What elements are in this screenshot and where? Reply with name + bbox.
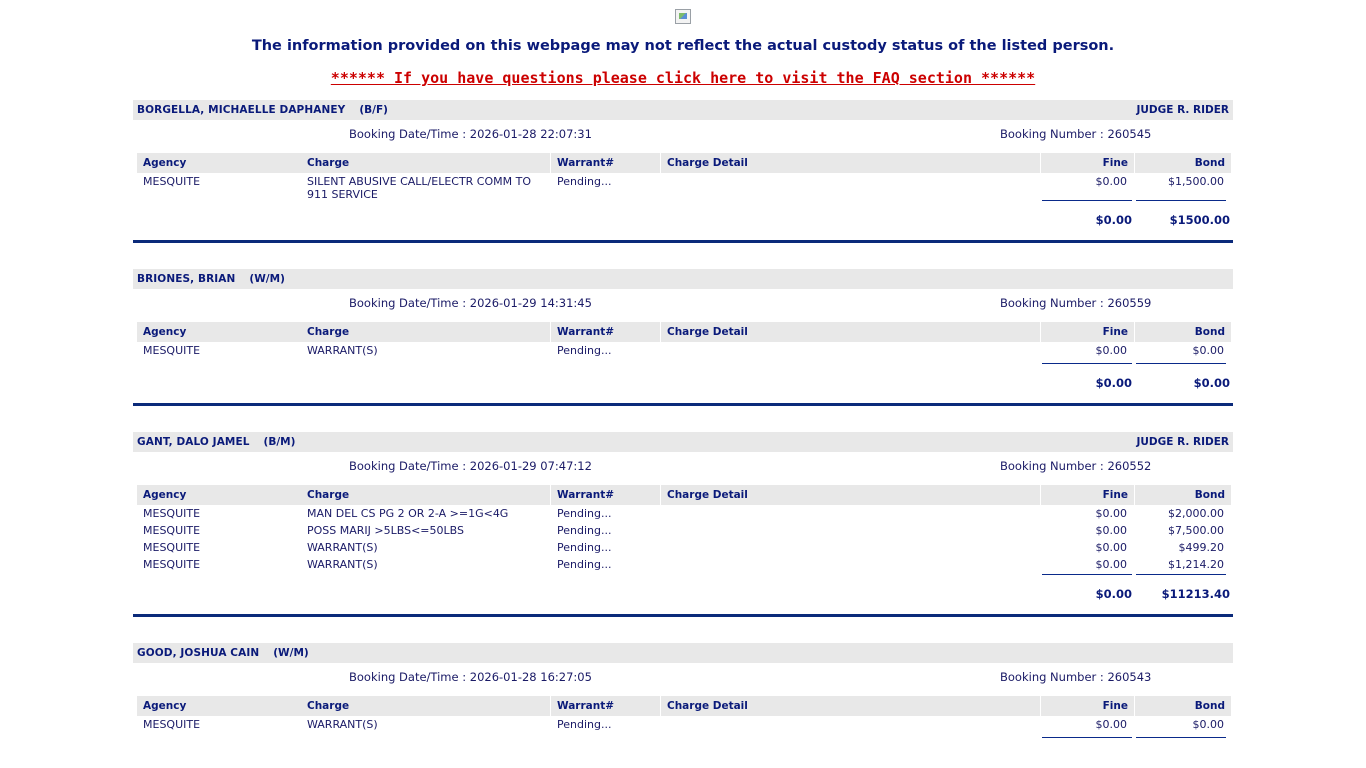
bond-header: Bond <box>1135 696 1231 716</box>
fine-cell: $0.00 <box>1095 344 1127 357</box>
record-separator <box>133 403 1233 406</box>
charge-detail-cell <box>661 173 1040 175</box>
charge-row <box>133 556 1233 573</box>
charge-detail-header: Charge Detail <box>661 696 1040 716</box>
inmate-list <box>133 100 1233 765</box>
charge-detail-cell <box>661 522 1040 524</box>
warrant-cell: Pending... <box>557 558 612 571</box>
booking-number-label: Booking Number : <box>1000 459 1104 473</box>
agency-header: Agency <box>137 485 301 505</box>
inmate-name: GOOD, JOSHUA CAIN <box>137 647 260 659</box>
charge-header: Charge <box>301 322 550 342</box>
charge-detail-header: Charge Detail <box>661 153 1040 173</box>
bond-cell: $0.00 <box>1192 344 1224 357</box>
totals-row <box>133 365 1233 395</box>
booking-datetime-label: Booking Date/Time : <box>349 127 467 141</box>
booking-info <box>133 452 1233 485</box>
agency-cell: MESQUITE <box>143 175 201 188</box>
booking-number-label: Booking Number : <box>1000 296 1104 310</box>
record-separator <box>133 240 1233 243</box>
fine-cell: $0.00 <box>1095 541 1127 554</box>
charges-header <box>133 322 1233 342</box>
fine-cell: $0.00 <box>1095 175 1127 188</box>
charge-row <box>133 539 1233 556</box>
warrant-cell: Pending... <box>557 507 612 520</box>
charge-header: Charge <box>301 696 550 716</box>
race-sex: (W/M) <box>249 273 285 285</box>
charge-detail-header: Charge Detail <box>661 485 1040 505</box>
agency-cell: MESQUITE <box>143 541 201 554</box>
bond-cell: $0.00 <box>1192 718 1224 731</box>
fine-rule <box>1042 574 1132 575</box>
booking-info <box>133 120 1233 153</box>
fine-cell: $0.00 <box>1095 718 1127 731</box>
record-separator <box>133 614 1233 617</box>
charge-row <box>133 173 1233 199</box>
charges-table <box>133 696 1233 739</box>
race-sex: (B/M) <box>263 436 296 448</box>
bond-rule <box>1136 200 1226 201</box>
inmate-name-row <box>133 432 1233 452</box>
inmate-name-row <box>133 100 1233 120</box>
faq-link[interactable]: ****** If you have questions please click here to visit the FAQ section ****** <box>330 69 1036 87</box>
fine-cell: $0.00 <box>1095 558 1127 571</box>
total-fine: $0.00 <box>1095 587 1132 601</box>
booking-info <box>133 289 1233 322</box>
booking-datetime-label: Booking Date/Time : <box>349 296 467 310</box>
charge-cell: MAN DEL CS PG 2 OR 2-A >=1G<4G <box>307 507 509 520</box>
inmate-record <box>133 432 1233 617</box>
charge-detail-header: Charge Detail <box>661 322 1040 342</box>
totals-row <box>133 576 1233 606</box>
agency-header: Agency <box>137 153 301 173</box>
bond-rule <box>1136 363 1226 364</box>
agency-cell: MESQUITE <box>143 558 201 571</box>
booking-number: 260552 <box>1107 459 1152 473</box>
bond-cell: $1,500.00 <box>1168 175 1224 188</box>
charges-header <box>133 485 1233 505</box>
inmate-name-row <box>133 643 1233 663</box>
broken-image-icon <box>675 9 691 24</box>
charge-detail-cell <box>661 505 1040 507</box>
inmate-record <box>133 269 1233 406</box>
fine-rule <box>1042 363 1132 364</box>
charge-cell: WARRANT(S) <box>307 558 378 571</box>
fine-header: Fine <box>1041 322 1134 342</box>
fine-header: Fine <box>1041 485 1134 505</box>
booking-datetime: 2026-01-29 14:31:45 <box>469 296 592 310</box>
booking-number-label: Booking Number : <box>1000 670 1104 684</box>
fine-header: Fine <box>1041 696 1134 716</box>
charge-cell: POSS MARIJ >5LBS<=50LBS <box>307 524 464 537</box>
bond-rule <box>1136 737 1226 738</box>
booking-number-label: Booking Number : <box>1000 127 1104 141</box>
bond-rule <box>1136 574 1226 575</box>
fine-cell: $0.00 <box>1095 524 1127 537</box>
inmate-name-row <box>133 269 1233 289</box>
charge-header: Charge <box>301 153 550 173</box>
booking-datetime-label: Booking Date/Time : <box>349 670 467 684</box>
warrant-header: Warrant# <box>551 696 660 716</box>
bond-cell: $2,000.00 <box>1168 507 1224 520</box>
warrant-cell: Pending... <box>557 524 612 537</box>
warrant-header: Warrant# <box>551 322 660 342</box>
bond-header: Bond <box>1135 485 1231 505</box>
charge-detail-cell <box>661 342 1040 344</box>
inmate-name: BRIONES, BRIAN <box>137 273 236 285</box>
judge-name: JUDGE R. RIDER <box>1136 436 1229 448</box>
inmate-name: GANT, DALO JAMEL <box>137 436 250 448</box>
charge-cell: WARRANT(S) <box>307 541 378 554</box>
total-fine: $0.00 <box>1095 376 1132 390</box>
charge-detail-cell <box>661 716 1040 718</box>
warrant-cell: Pending... <box>557 718 612 731</box>
charge-row <box>133 716 1233 736</box>
charges-table <box>133 153 1233 243</box>
warrant-cell: Pending... <box>557 541 612 554</box>
booking-number: 260559 <box>1107 296 1152 310</box>
charge-header: Charge <box>301 485 550 505</box>
charges-header <box>133 153 1233 173</box>
judge-name: JUDGE R. RIDER <box>1136 104 1229 116</box>
fine-cell: $0.00 <box>1095 507 1127 520</box>
charge-row <box>133 505 1233 522</box>
agency-cell: MESQUITE <box>143 344 201 357</box>
total-bond: $11213.40 <box>1161 587 1230 601</box>
race-sex: (B/F) <box>359 104 388 116</box>
warrant-cell: Pending... <box>557 344 612 357</box>
booking-datetime-label: Booking Date/Time : <box>349 459 467 473</box>
charge-cell: SILENT ABUSIVE CALL/ELECTR COMM TO 911 SERVICE <box>307 175 532 201</box>
race-sex: (W/M) <box>273 647 309 659</box>
booking-datetime: 2026-01-29 07:47:12 <box>469 459 592 473</box>
fine-rule <box>1042 737 1132 738</box>
warrant-header: Warrant# <box>551 153 660 173</box>
booking-datetime: 2026-01-28 16:27:05 <box>469 670 592 684</box>
total-fine: $0.00 <box>1095 213 1132 227</box>
charges-table <box>133 322 1233 406</box>
charges-table <box>133 485 1233 617</box>
agency-cell: MESQUITE <box>143 718 201 731</box>
total-bond: $0.00 <box>1193 376 1230 390</box>
charge-row <box>133 522 1233 539</box>
booking-number: 260543 <box>1107 670 1152 684</box>
totals-row <box>133 202 1233 232</box>
inmate-name: BORGELLA, MICHAELLE DAPHANEY <box>137 104 346 116</box>
bond-cell: $1,214.20 <box>1168 558 1224 571</box>
charge-row <box>133 342 1233 362</box>
booking-number: 260545 <box>1107 127 1152 141</box>
booking-datetime: 2026-01-28 22:07:31 <box>469 127 592 141</box>
agency-header: Agency <box>137 696 301 716</box>
bond-header: Bond <box>1135 322 1231 342</box>
custody-notice: The information provided on this webpage may not reflect the actual custody status of the listed person. <box>251 38 1115 54</box>
bond-cell: $7,500.00 <box>1168 524 1224 537</box>
warrant-header: Warrant# <box>551 485 660 505</box>
total-bond: $1500.00 <box>1169 213 1230 227</box>
charges-header <box>133 696 1233 716</box>
agency-cell: MESQUITE <box>143 507 201 520</box>
bond-cell: $499.20 <box>1178 541 1224 554</box>
charge-detail-cell <box>661 539 1040 541</box>
agency-header: Agency <box>137 322 301 342</box>
fine-header: Fine <box>1041 153 1134 173</box>
charge-cell: WARRANT(S) <box>307 718 378 731</box>
agency-cell: MESQUITE <box>143 524 201 537</box>
booking-info <box>133 663 1233 696</box>
fine-rule <box>1042 200 1132 201</box>
inmate-record <box>133 643 1233 739</box>
warrant-cell: Pending... <box>557 175 612 188</box>
bond-header: Bond <box>1135 153 1231 173</box>
charge-detail-cell <box>661 556 1040 558</box>
charge-cell: WARRANT(S) <box>307 344 378 357</box>
inmate-record <box>133 100 1233 243</box>
subtotal-rule <box>133 736 1233 739</box>
